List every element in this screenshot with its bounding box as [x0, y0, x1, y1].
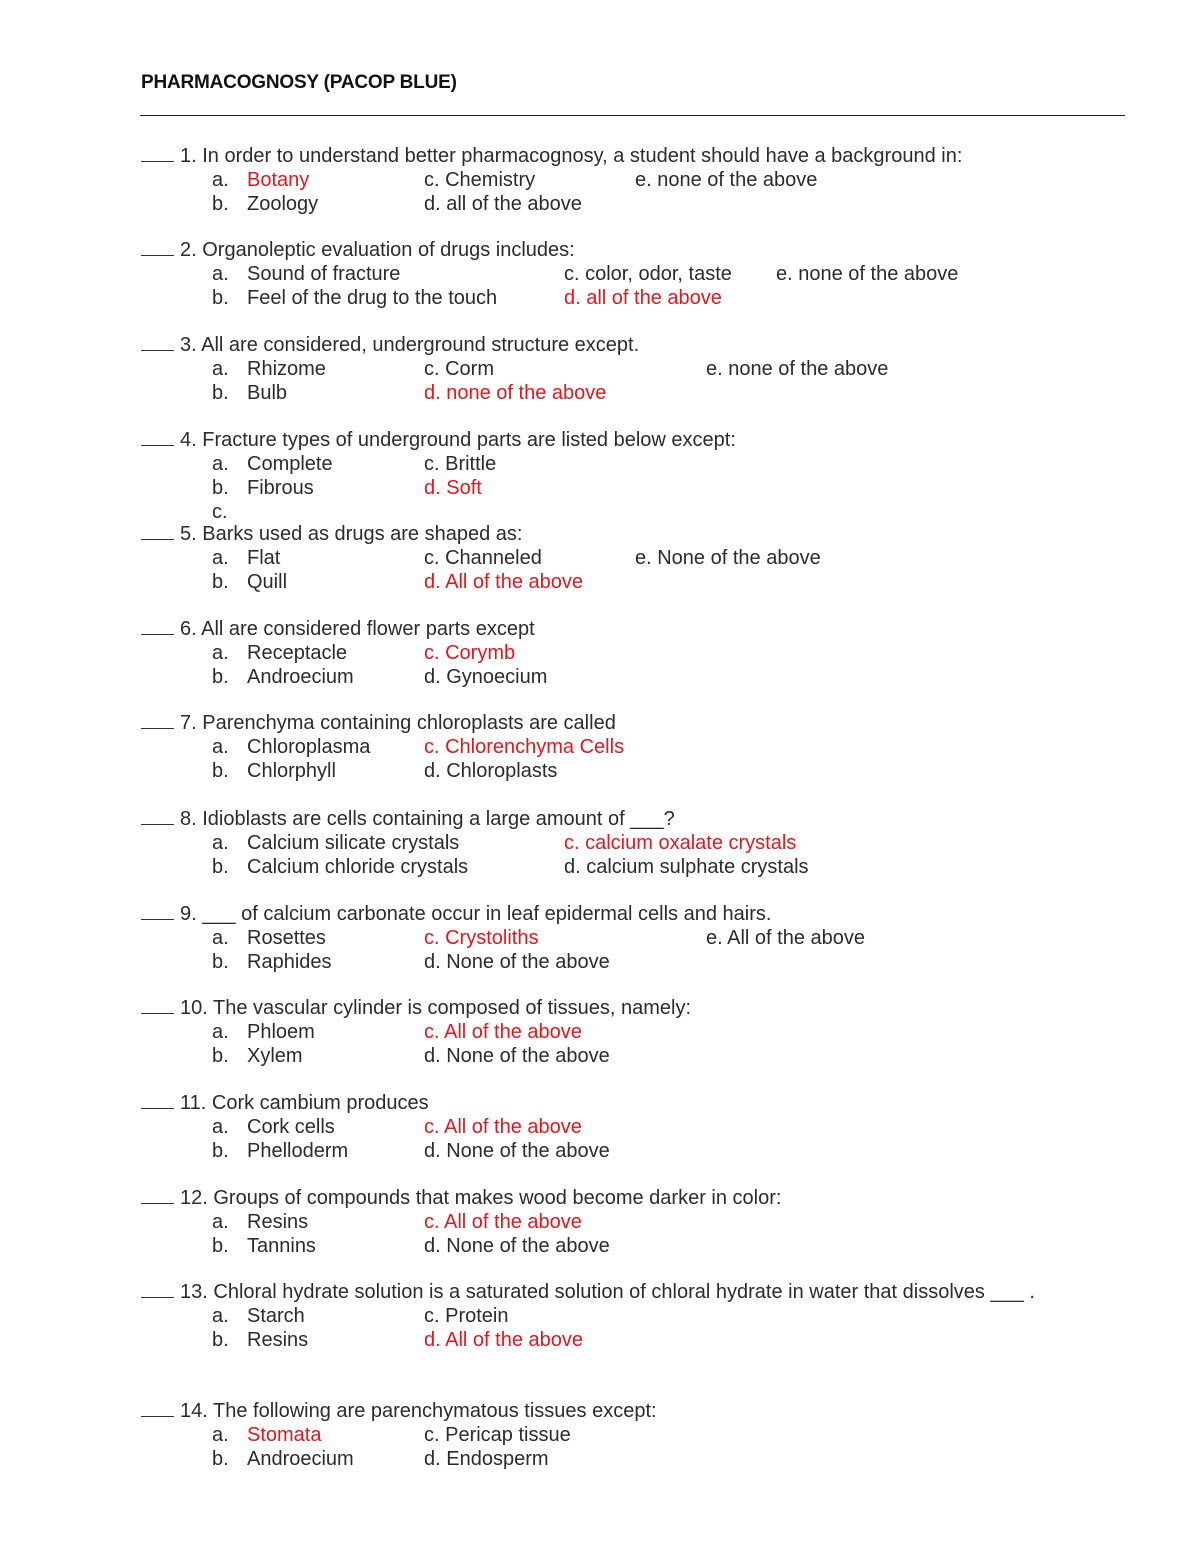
- answer-blank[interactable]: [141, 143, 174, 162]
- question-number: 6.: [180, 618, 197, 640]
- question-13: [141, 1279, 1141, 1352]
- question-stem: [141, 1185, 1141, 1210]
- option-letter: b.: [212, 193, 229, 215]
- answer-option: d. None of the above: [424, 1140, 610, 1162]
- question-number: 2.: [180, 239, 197, 261]
- answer-option: Phloem: [247, 1021, 315, 1043]
- answer-option: Complete: [247, 453, 333, 475]
- answer-option: d. Chloroplasts: [424, 760, 558, 782]
- question-text: Idioblasts are cells containing a large amount of ___?: [202, 808, 675, 830]
- page-title: PHARMACOGNOSY (PACOP BLUE): [141, 72, 457, 93]
- answer-option: Xylem: [247, 1045, 303, 1067]
- option-letter: a.: [212, 169, 229, 191]
- answer-option: Cork cells: [247, 1116, 335, 1138]
- option-row: [141, 1328, 1141, 1352]
- option-row: [141, 476, 1141, 500]
- option-row: [141, 381, 1141, 405]
- option-row: [141, 641, 1141, 665]
- option-letter: a.: [212, 547, 229, 569]
- answer-option: d. Endosperm: [424, 1448, 549, 1470]
- answer-option: Zoology: [247, 193, 319, 215]
- answer-option: e. none of the above: [635, 169, 818, 191]
- option-row: [141, 357, 1141, 381]
- option-row: [141, 855, 1141, 879]
- answer-option: Raphides: [247, 951, 332, 973]
- question-stem: [141, 521, 1141, 546]
- question-number: 4.: [180, 429, 197, 451]
- option-row: [141, 1234, 1141, 1258]
- correct-answer-option: d. All of the above: [424, 571, 584, 593]
- option-letter: b.: [212, 951, 229, 973]
- answer-option: Bulb: [247, 382, 288, 404]
- answer-option: Tannins: [247, 1235, 316, 1257]
- question-stem: [141, 332, 1141, 357]
- question-text: Organoleptic evaluation of drugs includes:: [202, 239, 575, 261]
- question-stem: [141, 1279, 1141, 1304]
- answer-blank[interactable]: [141, 1279, 174, 1298]
- option-row: [141, 546, 1141, 570]
- option-letter: a.: [212, 1211, 229, 1233]
- answer-option: d. None of the above: [424, 951, 610, 973]
- answer-option: e. none of the above: [706, 358, 889, 380]
- correct-answer-option: d. all of the above: [564, 287, 722, 309]
- option-row: [141, 192, 1141, 216]
- option-row: [141, 831, 1141, 855]
- option-letter: a.: [212, 832, 229, 854]
- correct-answer-option: Stomata: [247, 1424, 322, 1446]
- question-text: All are considered, underground structure except.: [201, 334, 640, 356]
- option-row: [141, 1423, 1141, 1447]
- option-row: [141, 950, 1141, 974]
- option-letter: a.: [212, 263, 229, 285]
- option-letter: b.: [212, 571, 229, 593]
- question-text: The vascular cylinder is composed of tissues, namely:: [213, 997, 691, 1019]
- answer-option: c. Chemistry: [424, 169, 536, 191]
- correct-answer-option: d. Soft: [424, 477, 482, 499]
- correct-answer-option: Botany: [247, 169, 310, 191]
- option-letter: b.: [212, 760, 229, 782]
- answer-option: c. Corm: [424, 358, 494, 380]
- option-row: [141, 262, 1141, 286]
- answer-option: c. Protein: [424, 1305, 509, 1327]
- correct-answer-option: c. All of the above: [424, 1116, 582, 1138]
- answer-blank[interactable]: [141, 710, 174, 729]
- option-letter: b.: [212, 1448, 229, 1470]
- option-letter: b.: [212, 856, 229, 878]
- question-number: 1.: [180, 145, 197, 167]
- question-text: Chloral hydrate solution is a saturated solution of chloral hydrate in water that dissolves ___ .: [213, 1281, 1035, 1303]
- correct-answer-option: c. calcium oxalate crystals: [564, 832, 797, 854]
- question-text: Cork cambium produces: [211, 1092, 429, 1114]
- correct-answer-option: c. Corymb: [424, 642, 516, 664]
- option-row: [141, 735, 1141, 759]
- correct-answer-option: c. Crystoliths: [424, 927, 539, 949]
- question-number: 9.: [180, 903, 197, 925]
- option-letter: a.: [212, 736, 229, 758]
- answer-option: Androecium: [247, 666, 354, 688]
- correct-answer-option: c. All of the above: [424, 1211, 582, 1233]
- question-number: 10.: [180, 997, 208, 1019]
- option-row: [141, 452, 1141, 476]
- answer-option: d. None of the above: [424, 1045, 610, 1067]
- answer-blank[interactable]: [141, 1090, 174, 1109]
- answer-blank[interactable]: [141, 237, 174, 256]
- question-number: 14.: [180, 1400, 208, 1422]
- option-letter: a.: [212, 1305, 229, 1327]
- answer-blank[interactable]: [141, 995, 174, 1014]
- correct-answer-option: d. none of the above: [424, 382, 607, 404]
- option-row: [141, 1115, 1141, 1139]
- answer-blank[interactable]: [141, 427, 174, 446]
- question-14: [141, 1398, 1141, 1471]
- answer-option: e. none of the above: [776, 263, 959, 285]
- question-number: 7.: [180, 712, 197, 734]
- answer-blank[interactable]: [141, 616, 174, 635]
- answer-option: e. All of the above: [706, 927, 866, 949]
- answer-option: d. Gynoecium: [424, 666, 548, 688]
- question-stem: [141, 237, 1141, 262]
- answer-option: Receptacle: [247, 642, 348, 664]
- option-row: [141, 286, 1141, 310]
- answer-option: Resins: [247, 1329, 309, 1351]
- answer-option: c. Pericap tissue: [424, 1424, 571, 1446]
- option-letter: a.: [212, 1021, 229, 1043]
- question-stem: [141, 1090, 1141, 1115]
- question-number: 8.: [180, 808, 197, 830]
- question-4: [141, 427, 1141, 524]
- option-letter: b.: [212, 1235, 229, 1257]
- correct-answer-option: d. All of the above: [424, 1329, 584, 1351]
- answer-option: Calcium silicate crystals: [247, 832, 460, 854]
- option-row: [141, 926, 1141, 950]
- option-letter: b.: [212, 287, 229, 309]
- option-letter: b.: [212, 1329, 229, 1351]
- answer-option: Quill: [247, 571, 288, 593]
- option-letter: b.: [212, 382, 229, 404]
- answer-blank[interactable]: [141, 332, 174, 351]
- answer-option: c. Brittle: [424, 453, 497, 475]
- option-letter: c.: [212, 501, 228, 523]
- answer-option: c. color, odor, taste: [564, 263, 732, 285]
- question-10: [141, 995, 1141, 1068]
- option-letter: a.: [212, 1116, 229, 1138]
- answer-option: c. Channeled: [424, 547, 542, 569]
- question-8: [141, 806, 1141, 879]
- answer-blank[interactable]: [141, 521, 174, 540]
- option-letter: a.: [212, 358, 229, 380]
- option-letter: a.: [212, 927, 229, 949]
- question-9: [141, 901, 1141, 974]
- question-stem: [141, 1398, 1141, 1423]
- question-text: All are considered flower parts except: [201, 618, 535, 640]
- option-letter: b.: [212, 1140, 229, 1162]
- option-letter: b.: [212, 666, 229, 688]
- question-stem: [141, 710, 1141, 735]
- question-7: [141, 710, 1141, 783]
- answer-option: Fibrous: [247, 477, 314, 499]
- correct-answer-option: c. Chlorenchyma Cells: [424, 736, 625, 758]
- question-5: [141, 521, 1141, 594]
- answer-option: Rosettes: [247, 927, 326, 949]
- question-number: 5.: [180, 523, 197, 545]
- answer-option: Resins: [247, 1211, 309, 1233]
- option-row: [141, 1044, 1141, 1068]
- question-number: 11.: [180, 1092, 207, 1114]
- answer-option: Phelloderm: [247, 1140, 349, 1162]
- answer-option: Starch: [247, 1305, 305, 1327]
- answer-option: d. all of the above: [424, 193, 582, 215]
- question-number: 3.: [180, 334, 197, 356]
- answer-option: Rhizome: [247, 358, 326, 380]
- question-text: Fracture types of underground parts are listed below except:: [202, 429, 736, 451]
- option-letter: b.: [212, 477, 229, 499]
- question-text: Groups of compounds that makes wood become darker in color:: [213, 1187, 782, 1209]
- option-row: [141, 1447, 1141, 1471]
- question-text: ___ of calcium carbonate occur in leaf epidermal cells and hairs.: [202, 903, 772, 925]
- option-row: [141, 1020, 1141, 1044]
- question-stem: [141, 901, 1141, 926]
- answer-option: Feel of the drug to the touch: [247, 287, 498, 309]
- question-2: [141, 237, 1141, 310]
- option-row: [141, 1139, 1141, 1163]
- answer-option: Chlorphyll: [247, 760, 336, 782]
- answer-blank[interactable]: [141, 901, 174, 920]
- answer-option: Androecium: [247, 1448, 354, 1470]
- answer-option: Calcium chloride crystals: [247, 856, 469, 878]
- answer-option: Chloroplasma: [247, 736, 371, 758]
- answer-option: d. calcium sulphate crystals: [564, 856, 809, 878]
- answer-blank[interactable]: [141, 1398, 174, 1417]
- question-text: Barks used as drugs are shaped as:: [202, 523, 523, 545]
- answer-option: d. None of the above: [424, 1235, 610, 1257]
- option-letter: b.: [212, 1045, 229, 1067]
- option-letter: a.: [212, 642, 229, 664]
- title-divider: [140, 115, 1125, 116]
- question-1: [141, 143, 1141, 216]
- option-row: [141, 168, 1141, 192]
- option-letter: a.: [212, 453, 229, 475]
- correct-answer-option: c. All of the above: [424, 1021, 582, 1043]
- answer-option: Sound of fracture: [247, 263, 401, 285]
- question-3: [141, 332, 1141, 405]
- question-stem: [141, 616, 1141, 641]
- option-letter: a.: [212, 1424, 229, 1446]
- option-row: [141, 665, 1141, 689]
- answer-blank[interactable]: [141, 806, 174, 825]
- answer-blank[interactable]: [141, 1185, 174, 1204]
- question-text: The following are parenchymatous tissues except:: [213, 1400, 657, 1422]
- answer-option: e. None of the above: [635, 547, 821, 569]
- question-text: Parenchyma containing chloroplasts are called: [202, 712, 616, 734]
- answer-option: Flat: [247, 547, 281, 569]
- question-stem: [141, 995, 1141, 1020]
- question-11: [141, 1090, 1141, 1163]
- question-text: In order to understand better pharmacognosy, a student should have a background in:: [202, 145, 963, 167]
- question-stem: [141, 143, 1141, 168]
- option-row: [141, 759, 1141, 783]
- question-number: 13.: [180, 1281, 208, 1303]
- question-number: 12.: [180, 1187, 208, 1209]
- question-6: [141, 616, 1141, 689]
- question-12: [141, 1185, 1141, 1258]
- option-row: [141, 570, 1141, 594]
- question-stem: [141, 806, 1141, 831]
- option-row: [141, 1210, 1141, 1234]
- option-row: [141, 1304, 1141, 1328]
- question-stem: [141, 427, 1141, 452]
